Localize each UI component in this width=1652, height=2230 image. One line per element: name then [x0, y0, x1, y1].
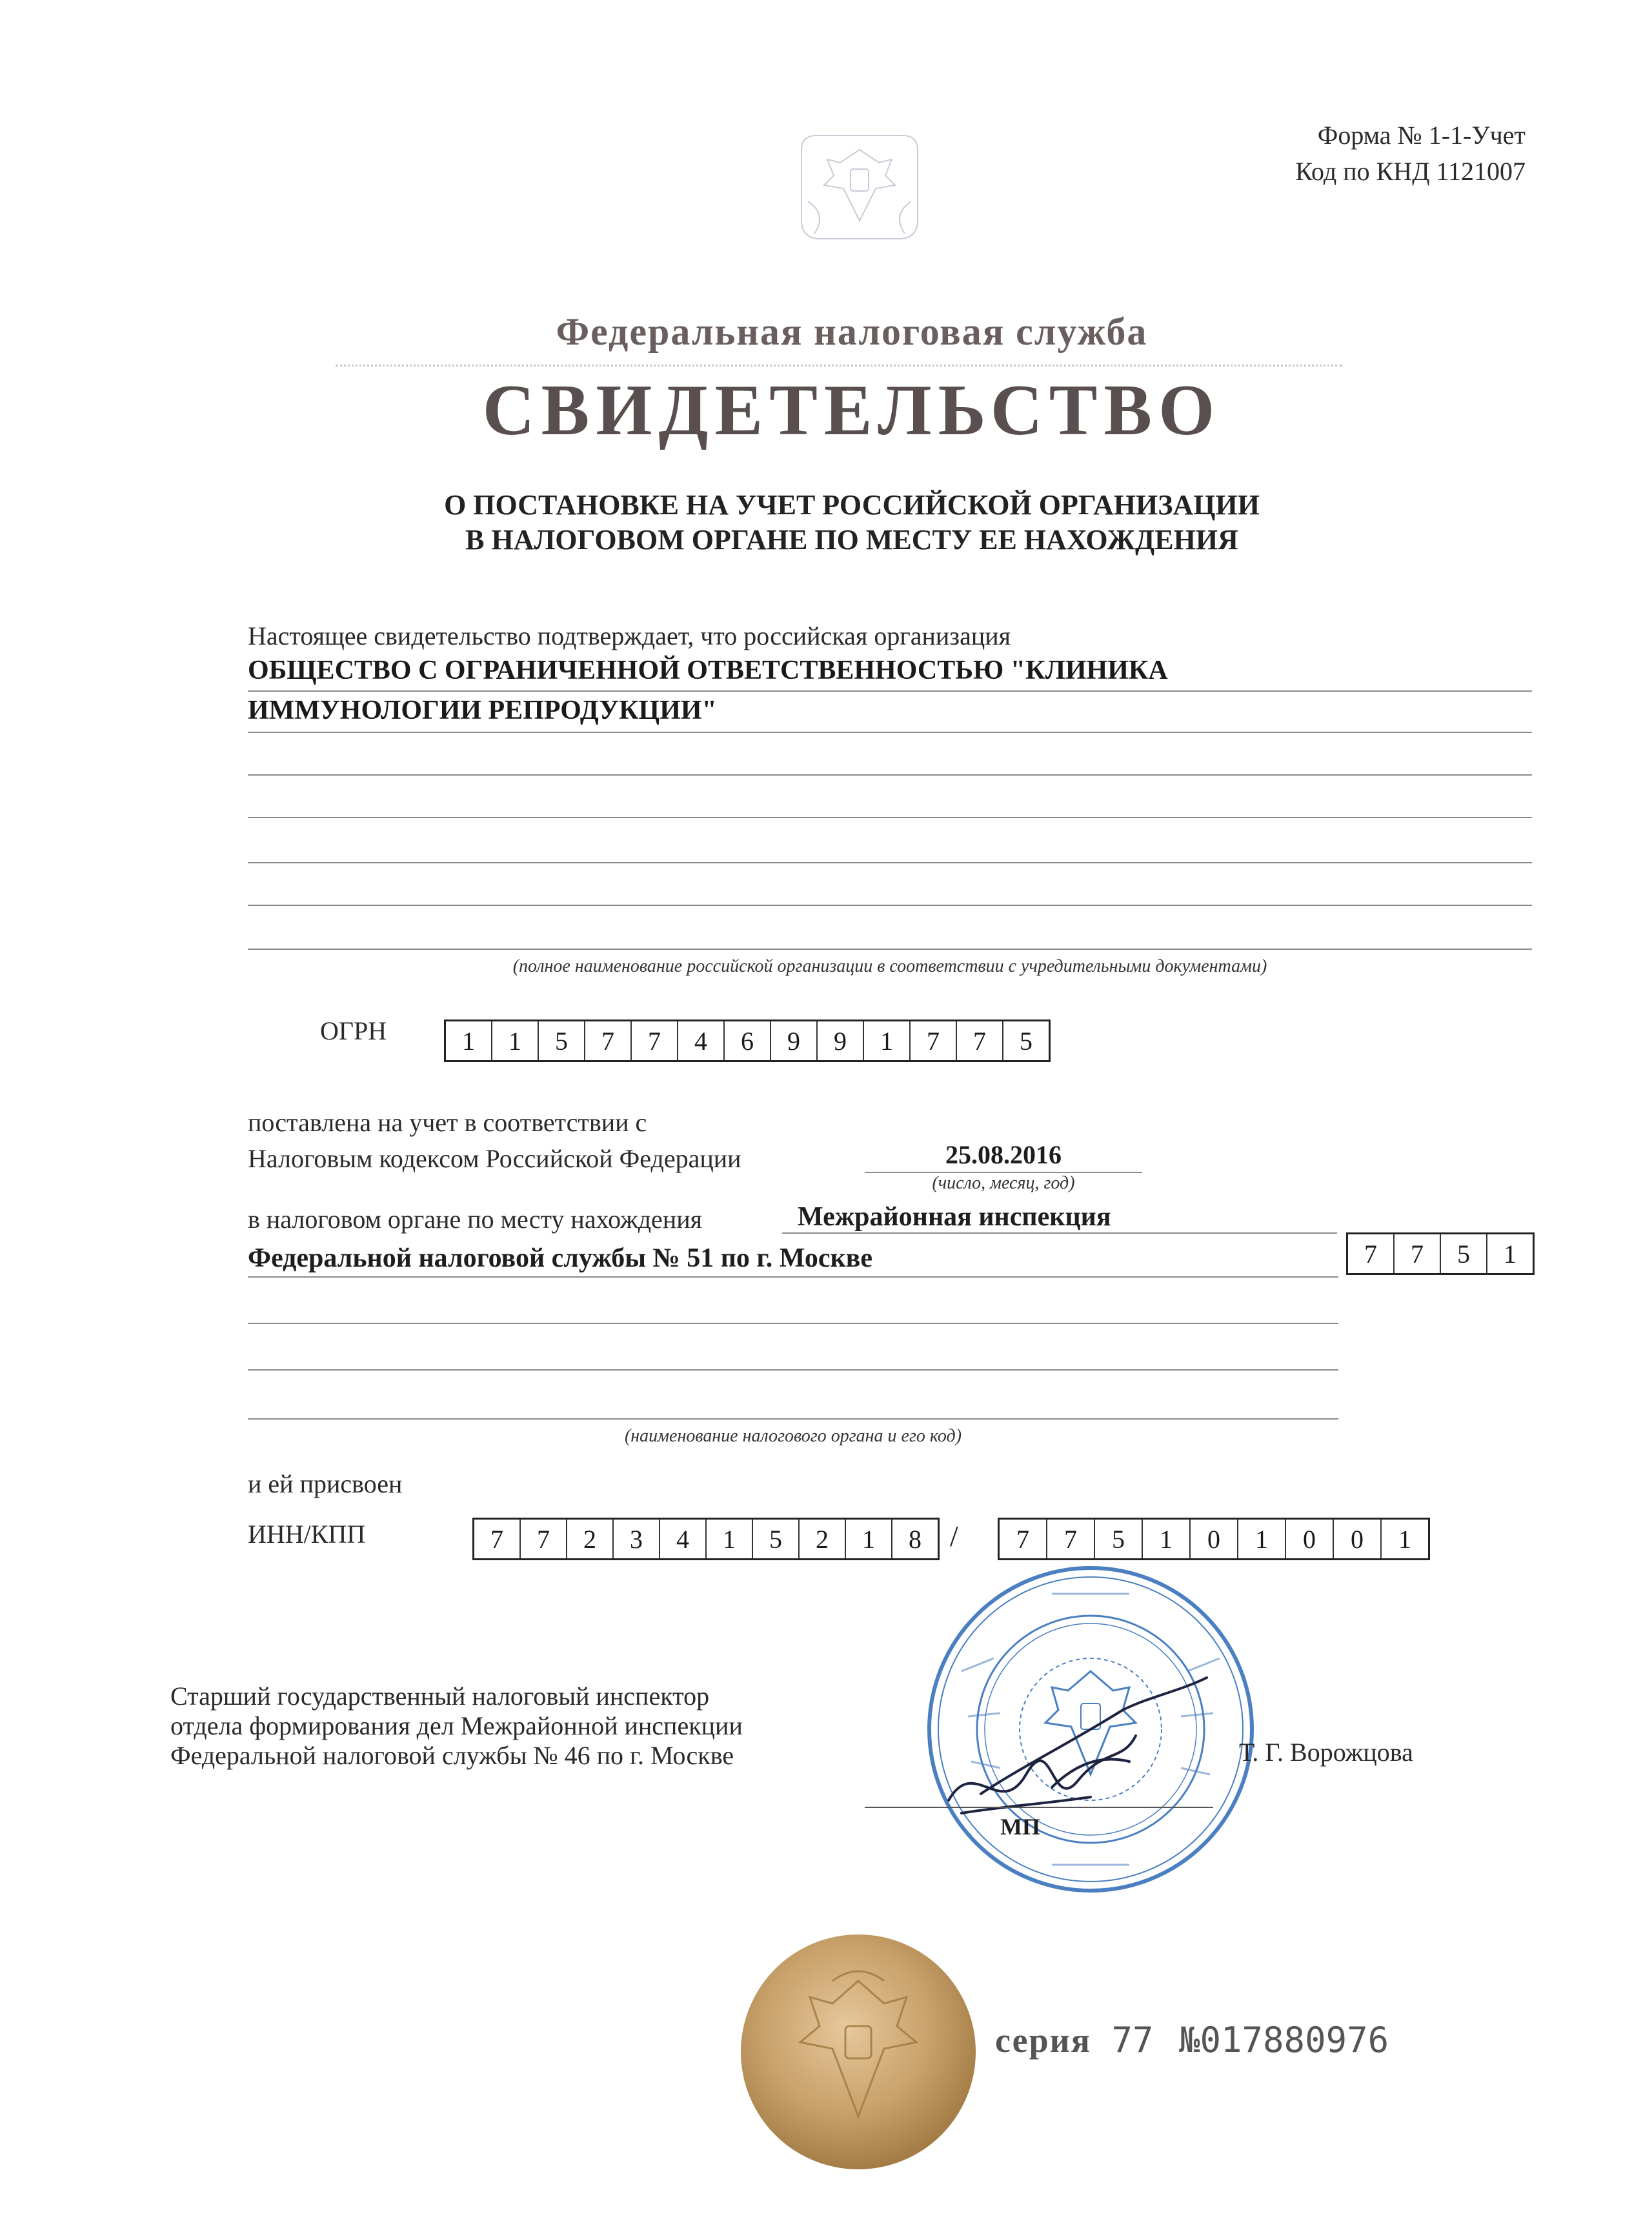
ogrn-digit-cell: 7 [585, 1021, 632, 1060]
organization-name-line-1: ОБЩЕСТВО С ОГРАНИЧЕННОЙ ОТВЕТСТВЕННОСТЬЮ "КЛИНИКА [248, 656, 1168, 685]
subtitle-line-2: В НАЛОГОВОМ ОРГАНЕ ПО МЕСТУ ЕЕ НАХОЖДЕНИЯ [465, 524, 1238, 556]
org-rule-5 [248, 862, 1532, 863]
series-label: серия [995, 2021, 1091, 2060]
signatory-title-line-1: Старший государственный налоговый инспектор [170, 1682, 710, 1711]
ogrn-cells [444, 1020, 1051, 1062]
handwritten-signature [903, 1652, 1239, 1845]
inn-digit-cell: 8 [909, 1524, 922, 1554]
gold-emblem-seal [736, 1929, 981, 2175]
kpp-digit-cell: 0 [1191, 1520, 1238, 1558]
assigned-label: и ей присвоен [248, 1469, 403, 1498]
inn-digit-cell: 2 [567, 1520, 614, 1558]
kpp-digit-cell: 7 [1000, 1520, 1047, 1558]
authority-rule-2 [248, 1276, 1338, 1278]
ogrn-digit-cell: 1 [864, 1021, 911, 1060]
signatory-title-line-3: Федеральной налоговой службы № 46 по г. Москве [170, 1741, 734, 1770]
series-line [995, 2020, 1389, 2060]
inn-kpp-label: ИНН/КПП [248, 1520, 366, 1549]
organization-name-hint: (полное наименование российской организации в соответствии с учредительными документами) [512, 956, 1267, 976]
registration-text-2: Налоговым кодексом Российской Федерации [248, 1144, 741, 1173]
ogrn-digit-cell: 1 [446, 1021, 492, 1060]
authority-name-line-1: Межрайонная инспекция [798, 1202, 1111, 1232]
emblem-watermark-icon [789, 124, 931, 246]
authority-rule-4 [248, 1369, 1338, 1371]
org-rule-3 [248, 774, 1532, 776]
kpp-digit-cell: 0 [1286, 1520, 1334, 1558]
ogrn-digit-cell: 6 [725, 1021, 771, 1060]
inn-digit-cell: 4 [660, 1520, 707, 1558]
inn-kpp-separator: / [950, 1520, 958, 1552]
org-rule-2 [248, 732, 1532, 733]
inn-digit-cell: 1 [707, 1520, 753, 1558]
signatory-title-line-2: отдела формирования дел Межрайонной инспекции [170, 1711, 743, 1740]
inn-digit-cell: 2 [800, 1520, 846, 1558]
kpp-digit-cell: 7 [1047, 1520, 1095, 1558]
signatory-title [170, 1682, 743, 1771]
authority-label: в налоговом органе по месту нахождения [248, 1205, 703, 1234]
org-rule-1 [248, 690, 1532, 692]
kpp-digit-cell: 1 [1143, 1520, 1191, 1558]
org-rule-7 [248, 949, 1532, 950]
kpp-digit-cell: 5 [1095, 1520, 1143, 1558]
authority-code-digit-cell: 7 [1395, 1234, 1441, 1273]
dotted-divider [336, 365, 1342, 367]
inn-digit-cell: 1 [846, 1520, 892, 1558]
inn-digit-cell: 7 [521, 1520, 567, 1558]
ogrn-digit-cell: 4 [678, 1021, 725, 1060]
inn-digit-cell: 7 [474, 1520, 521, 1558]
ogrn-digit-cell: 5 [539, 1021, 585, 1060]
series-number: 77 [1111, 2020, 1154, 2060]
authority-code-digit-cell: 1 [1504, 1239, 1516, 1269]
kpp-digit-cell: 0 [1334, 1520, 1382, 1558]
ogrn-digit-cell: 7 [632, 1021, 678, 1060]
kpp-digit-cell: 1 [1238, 1520, 1286, 1558]
form-number: Форма № 1-1-Учет [1317, 121, 1526, 150]
ogrn-digit-cell: 1 [492, 1021, 539, 1060]
kpp-cells [998, 1518, 1430, 1560]
inn-digit-cell: 5 [753, 1520, 800, 1558]
service-title: Федеральная налоговая служба [556, 310, 1148, 353]
registration-text-1: поставлена на учет в соответствии с [248, 1108, 647, 1137]
document-subtitle [0, 488, 1652, 558]
serial-number: №017880976 [1179, 2020, 1389, 2060]
authority-rule-5 [248, 1418, 1338, 1420]
ogrn-digit-cell: 9 [771, 1021, 818, 1060]
org-rule-6 [248, 905, 1532, 906]
registration-date: 25.08.2016 [945, 1140, 1062, 1169]
ogrn-digit-cell: 7 [957, 1021, 1003, 1060]
signatory-name: Т. Г. Ворожцова [1239, 1738, 1413, 1767]
inn-cells [472, 1518, 940, 1560]
knd-code: Код по КНД 1121007 [1295, 157, 1526, 186]
ogrn-digit-cell: 5 [1020, 1026, 1032, 1056]
authority-code-cells [1346, 1232, 1535, 1275]
authority-hint: (наименование налогового органа и его код) [624, 1426, 962, 1446]
organization-name-line-2: ИММУНОЛОГИИ РЕПРОДУКЦИИ" [248, 696, 717, 725]
confirmation-text: Настоящее свидетельство подтверждает, что российская организация [248, 621, 1011, 650]
kpp-digit-cell: 1 [1398, 1524, 1411, 1554]
org-rule-4 [248, 817, 1532, 818]
authority-code-digit-cell: 5 [1441, 1234, 1487, 1273]
authority-name-line-2: Федеральной налоговой службы № 51 по г. Москве [248, 1243, 872, 1273]
seal-place-mark: МП [1000, 1814, 1040, 1840]
signature-rule [865, 1807, 1213, 1808]
inn-digit-cell: 3 [614, 1520, 660, 1558]
subtitle-line-1: О ПОСТАНОВКЕ НА УЧЕТ РОССИЙСКОЙ ОРГАНИЗАЦИИ [444, 489, 1260, 521]
ogrn-label: ОГРН [320, 1016, 387, 1045]
ogrn-digit-cell: 9 [818, 1021, 864, 1060]
document-title: СВИДЕТЕЛЬСТВО [482, 370, 1222, 450]
authority-rule-3 [248, 1323, 1338, 1324]
ogrn-digit-cell: 7 [911, 1021, 957, 1060]
authority-rule-1 [782, 1232, 1337, 1234]
form-code-block [1295, 117, 1526, 190]
authority-code-digit-cell: 7 [1348, 1234, 1395, 1273]
registration-date-hint: (число, месяц, год) [932, 1173, 1075, 1193]
